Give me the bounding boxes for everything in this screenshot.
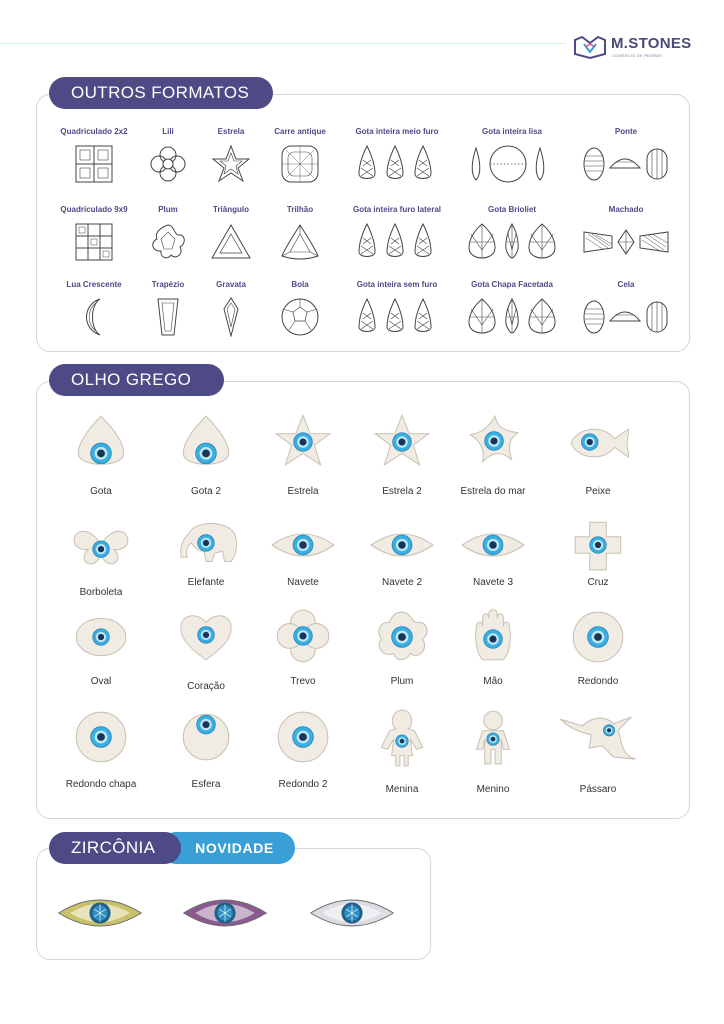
olho-grego-label: Coração <box>187 681 225 692</box>
round-eye-icon <box>567 606 629 668</box>
heart-eye-icon <box>175 606 237 668</box>
shape-label: Estrela <box>217 127 245 136</box>
shape-label: Gravata <box>216 280 246 289</box>
navette-zirconia-icon <box>56 889 144 937</box>
novidade-badge: NOVIDADE <box>160 832 295 864</box>
grid-3x3-icon <box>70 222 118 262</box>
drop-eye-icon <box>175 410 237 472</box>
starfish-eye-icon <box>462 410 524 472</box>
olho-grego-label: Pássaro <box>579 784 617 795</box>
shape-label: Quadriculado 9x9 <box>60 205 128 214</box>
shape-label: Trapézio <box>151 280 185 289</box>
drop-eye-icon <box>70 410 132 472</box>
crescent-moon-icon <box>70 297 118 337</box>
brand-name: M.STONES <box>611 35 692 52</box>
shape-label: Plum <box>158 205 178 214</box>
olho-grego-label: Gota 2 <box>190 486 222 497</box>
clover-eye-icon <box>272 606 334 668</box>
grid-2x2-icon <box>70 144 118 184</box>
carre-antique-icon <box>276 144 324 184</box>
olho-grego-label: Estrela do mar <box>460 486 526 497</box>
briolette-icon <box>468 222 556 262</box>
shape-label: Gota inteira furo lateral <box>352 205 442 214</box>
olho-grego-label: Estrela <box>287 486 319 497</box>
navette-eye-icon <box>460 514 526 576</box>
shape-label: Lua Crescente <box>66 280 122 289</box>
olho-grego-label: Menina <box>385 784 419 795</box>
lili-icon <box>144 144 192 184</box>
shape-label: Lili <box>162 127 174 136</box>
olho-grego-label: Menino <box>476 784 510 795</box>
navette-eye-icon <box>270 514 336 576</box>
star-eye-icon <box>272 410 334 472</box>
star-eye-icon <box>371 410 433 472</box>
bridge-icon <box>582 144 670 184</box>
shape-label: Machado <box>608 205 644 214</box>
olho-grego-label: Esfera <box>191 779 221 790</box>
faceted-drop-icon <box>468 297 556 337</box>
teardrops-icon <box>353 222 441 262</box>
fish-eye-icon <box>567 410 629 472</box>
shape-label: Gota inteira meio furo <box>355 127 439 136</box>
hand-eye-icon <box>462 606 524 668</box>
olho-grego-label: Borboleta <box>79 587 123 598</box>
sphere-eye-icon <box>175 706 237 768</box>
shape-label: Gota inteira sem furo <box>356 280 438 289</box>
olho-grego-title: OLHO GREGO <box>49 364 224 396</box>
olho-grego-label: Redondo chapa <box>65 779 137 790</box>
cross-eye-icon <box>567 514 629 576</box>
shape-label: Bola <box>291 280 309 289</box>
shape-label: Quadriculado 2x2 <box>60 127 128 136</box>
shape-label: Gota inteira lisa <box>481 127 543 136</box>
outros-formatos-title: OUTROS FORMATOS <box>49 77 273 109</box>
girl-eye-icon <box>371 706 433 768</box>
olho-grego-label: Navete 3 <box>472 577 514 588</box>
ball-icon <box>276 297 324 337</box>
shape-label: Trilhão <box>286 205 314 214</box>
plum-eye-icon <box>371 606 433 668</box>
star-icon <box>207 144 255 184</box>
bird-eye-icon <box>554 706 642 768</box>
axe-icon <box>582 222 670 262</box>
teardrops-icon <box>353 144 441 184</box>
shape-label: Cela <box>617 280 635 289</box>
shape-label: Gota Chapa Facetada <box>471 280 553 289</box>
shape-label: Gota Brioliet <box>487 205 537 214</box>
header-divider <box>0 43 565 44</box>
olho-grego-label: Estrela 2 <box>382 486 422 497</box>
trapezoid-icon <box>144 297 192 337</box>
shape-label: Carre antique <box>274 127 326 136</box>
olho-grego-label: Oval <box>90 676 112 687</box>
triangle-icon <box>207 222 255 262</box>
olho-grego-label: Navete <box>287 577 319 588</box>
saddle-icon <box>582 297 670 337</box>
brand-logo[interactable] <box>572 34 702 62</box>
trillion-icon <box>276 222 324 262</box>
olho-grego-label: Redondo 2 <box>278 779 328 790</box>
navette-eye-icon <box>369 514 435 576</box>
olho-grego-label: Gota <box>90 486 112 497</box>
plum-icon <box>144 222 192 262</box>
oval-eye-icon <box>70 606 132 668</box>
round-eye-icon <box>272 706 334 768</box>
navette-zirconia-icon <box>308 889 396 937</box>
elephant-eye-icon <box>175 514 237 576</box>
shape-label: Ponte <box>614 127 638 136</box>
zirconia-title: ZIRCÔNIA <box>49 832 181 864</box>
teardrops-icon <box>353 297 441 337</box>
olho-grego-label: Cruz <box>587 577 609 588</box>
butterfly-eye-icon <box>70 514 132 576</box>
olho-grego-label: Mão <box>483 676 503 687</box>
tie-icon <box>207 297 255 337</box>
olho-grego-label: Peixe <box>585 486 611 497</box>
brand-logo-icon <box>572 34 608 60</box>
olho-grego-label: Trevo <box>290 676 316 687</box>
boy-eye-icon <box>462 706 524 768</box>
olho-grego-label: Elefante <box>187 577 225 588</box>
olho-grego-label: Redondo <box>577 676 619 687</box>
olho-grego-label: Plum <box>390 676 414 687</box>
olho-grego-label: Navete 2 <box>381 577 423 588</box>
shape-label: Triângulo <box>213 205 249 214</box>
round-eye-icon <box>70 706 132 768</box>
drop-smooth-icon <box>468 144 556 184</box>
brand-tagline: COMÉRCIO DE PEDRAS <box>612 53 662 58</box>
navette-zirconia-icon <box>181 889 269 937</box>
